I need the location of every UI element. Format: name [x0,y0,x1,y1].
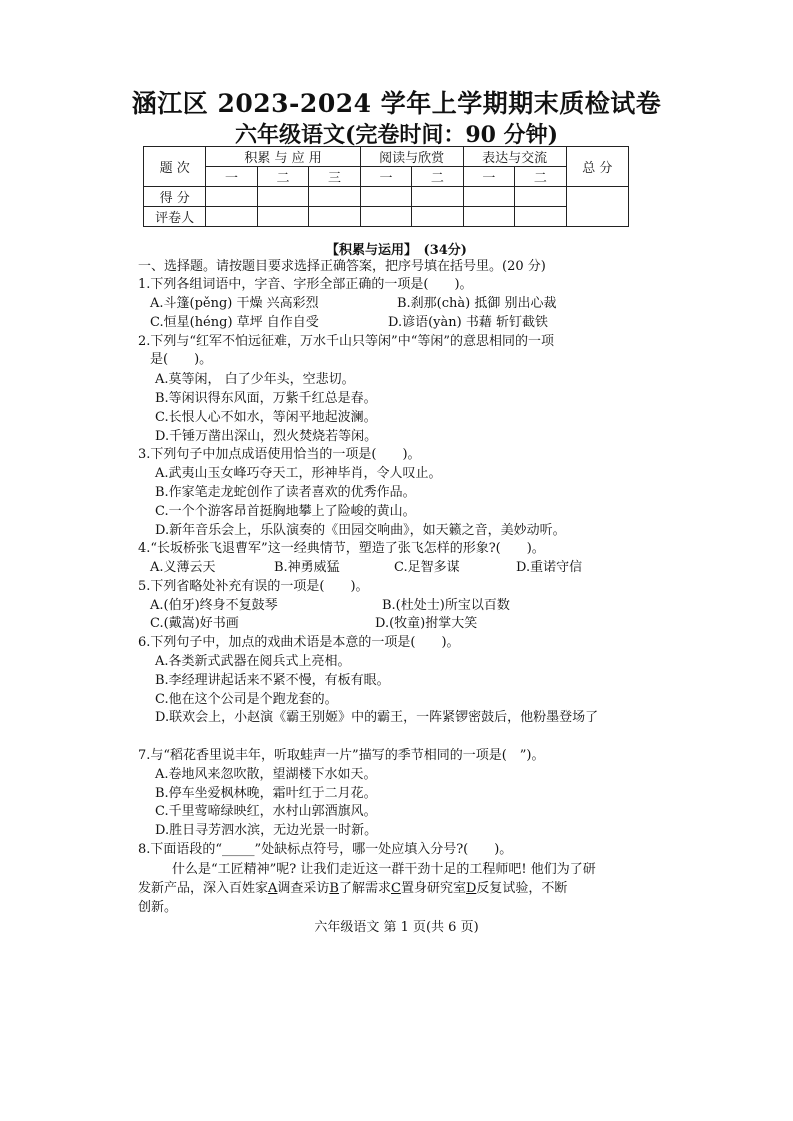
question-7-stem: 7.与“稻花香里说丰年，听取蛙声一片”描写的季节相同的一项是( ”)。 [138,748,545,763]
q8-mark-b: B [329,881,339,896]
q2-option-c: C.长恨人心不如水，等闲平地起波澜。 [155,410,377,425]
q4-option-a: A.义薄云天 [150,560,216,575]
question-6-stem: 6.下列句子中，加点的戏曲术语是本意的一项是( )。 [138,635,460,650]
question-2-stem-cont: 是( )。 [150,352,213,367]
q7-option-d: D.胜日寻芳泗水滨，无边光景一时新。 [155,823,378,838]
score-cell [360,187,411,207]
q1-option-b: B.刹那(chà) 抵御 别出心裁 [397,296,557,311]
q8-mark-d: D [465,881,477,896]
question-3-stem: 3.下列句子中加点成语使用恰当的一项是( )。 [138,447,421,462]
score-table-group-expression: 表达与交流 [463,147,566,167]
q4-option-c: C.足智多谋 [394,560,460,575]
score-table-subheader: 二 [257,167,308,187]
grader-cell [360,207,411,227]
score-table-group-reading: 阅读与欣赏 [360,147,463,167]
exam-subtitle: 六年级语文(完卷时间：90 分钟) [234,122,559,148]
score-row-label: 得 分 [144,187,206,207]
score-table-subheader: 二 [515,167,566,187]
q6-option-a: A.各类新式武器在阅兵式上亮相。 [155,654,351,669]
question-1-stem: 1.下列各组词语中，字音、字形全部正确的一项是( )。 [138,277,473,292]
q5-option-a: A.(伯牙)终身不复鼓琴 [150,598,278,613]
q8-passage [138,860,658,917]
q8-passage-text: 调查采访 [277,881,330,896]
q6-option-c: C.他在这个公司是个跑龙套的。 [155,692,338,707]
question-2-stem: 2.下列与“红军不怕远征难，万水千山只等闲”中“等闲”的意思相同的一项 [138,334,554,349]
grader-cell [206,207,257,227]
q8-passage-line-3: 创新。 [138,900,178,915]
q8-passage-line-2 [138,879,658,898]
question-4-stem: 4.“长坂桥张飞退曹军”这一经典情节，塑造了张飞怎样的形象?( )。 [138,541,545,556]
q6-option-d: D.联欢会上，小赵演《霸王别姬》中的霸王，一阵紧锣密鼓后，他粉墨登场了 [155,710,599,725]
q2-option-a: A.莫等闲， 白了少年头，空悲切。 [155,372,355,387]
q2-option-d: D.千锤万凿出深山，烈火焚烧若等闲。 [155,429,378,444]
q3-option-d: D.新年音乐会上，乐队演奏的《田园交响曲》，如天籁之音，美妙动听。 [155,523,566,538]
q1-option-a: A.斗篷(pěng) 干燥 兴高彩烈 [150,296,319,311]
q8-passage-text: 置身研究室 [400,881,466,896]
score-cell [515,187,566,207]
grader-cell [463,207,514,227]
q3-option-a: A.武夷山玉女峰巧夺天工，形神毕肖，令人叹止。 [155,466,442,481]
q5-option-b: B.(杜处士)所宝以百数 [382,598,510,613]
q8-passage-text: 反复试验，不断 [476,881,568,896]
score-cell [463,187,514,207]
question-8-stem: 8.下面语段的“_____”处缺标点符号，哪一处应填入分号?( )。 [138,842,513,857]
q7-option-a: A.卷地风来忽吹散，望湖楼下水如天。 [155,767,377,782]
question-5-stem: 5.下列省略处补充有误的一项是( )。 [138,579,369,594]
q1-option-d: D.谚语(yàn) 书藉 斩钉截铁 [388,315,548,330]
q3-option-b: B.作家笔走龙蛇创作了读者喜欢的优秀作品。 [155,485,416,500]
exam-title: 涵江区 2023-2024 学年上学期期末质检试卷 [131,89,662,118]
q8-passage-text: 发新产品，深入百姓家 [138,881,269,896]
section-title: 【积累与运用】 (34分) [326,243,467,258]
grader-cell [309,207,360,227]
grader-cell [412,207,463,227]
q7-option-c: C.千里莺啼绿映红，水村山郭酒旗风。 [155,804,377,819]
score-table-group-accumulation: 积累 与 应 用 [206,147,360,167]
q6-option-b: B.李经理讲起话来不紧不慢，有板有眼。 [155,673,390,688]
score-cell [412,187,463,207]
q2-option-b: B.等闲识得东风面，万紫千红总是春。 [155,391,377,406]
score-table-total-label: 总 分 [566,147,628,187]
score-table-subheader: 一 [206,167,257,187]
q5-option-c: C.(戴嵩)好书画 [150,616,239,631]
q5-option-d: D.(牧童)拊掌大笑 [375,616,478,631]
score-table [143,146,629,227]
q8-mark-a: A [268,881,278,896]
q3-option-c: C.一个个游客昂首挺胸地攀上了险峻的黄山。 [155,504,416,519]
score-table-subheader: 一 [463,167,514,187]
score-cell [257,187,308,207]
score-table-subheader: 三 [309,167,360,187]
score-table-header-label: 题 次 [144,147,206,187]
part1-instruction: 一、选择题。请按题目要求选择正确答案，把序号填在括号里。(20 分) [138,259,546,274]
q8-passage-line-1: 什么是“工匠精神”呢? 让我们走近这一群干劲十足的工程师吧! 他们为了研 [172,862,596,877]
total-score-cell [566,187,628,227]
score-cell [206,187,257,207]
page-footer: 六年级语文 第 1 页(共 6 页) [314,920,479,935]
q8-passage-text: 了解需求 [338,881,391,896]
grader-cell [257,207,308,227]
score-cell [309,187,360,207]
q1-option-c: C.恒星(héng) 草坪 自作自受 [150,315,319,330]
q4-option-b: B.神勇威猛 [274,560,340,575]
score-table-subheader: 二 [412,167,463,187]
score-table-subheader: 一 [360,167,411,187]
q7-option-b: B.停车坐爱枫林晚，霜叶红于二月花。 [155,786,377,801]
q8-mark-c: C [391,881,401,896]
grader-row-label: 评卷人 [144,207,206,227]
grader-cell [515,207,566,227]
q4-option-d: D.重诺守信 [516,560,583,575]
